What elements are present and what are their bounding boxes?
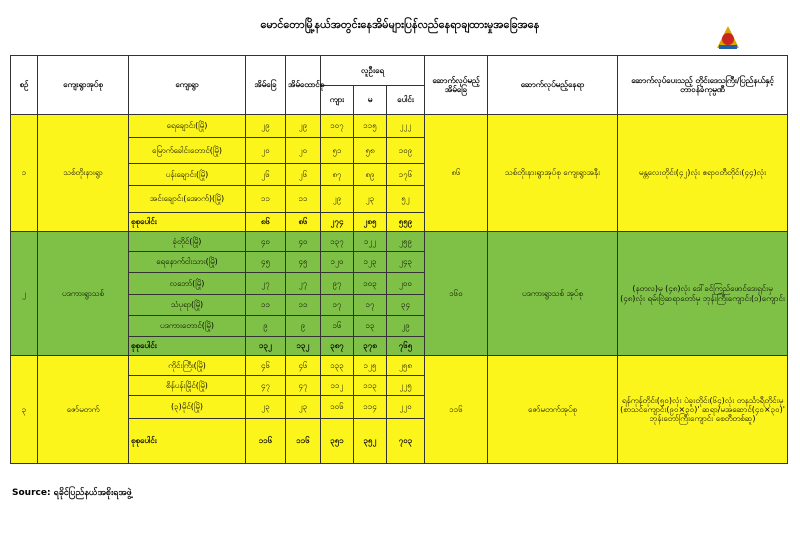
group-no: ၃: [11, 356, 38, 464]
grand-total: ၅၅၉: [387, 213, 425, 232]
male-total: ၂၇၄: [321, 213, 354, 232]
group-no: ၂: [11, 232, 38, 356]
female-value: ၁၁၄: [354, 396, 387, 419]
male-value: ၉၇: [321, 273, 354, 295]
male-value: ၁၆: [321, 316, 354, 337]
male-value: ၂၉: [321, 186, 354, 213]
builders-value: မန္တလေးတိုင်း(၄၂)လုံး ဧရာဝတီတိုင်း(၄၄)လုံး: [618, 115, 788, 232]
families-value: ၁၁: [286, 186, 321, 213]
total-value: ၂၂၂: [387, 115, 425, 138]
families-total: ၁၃၂: [286, 337, 321, 356]
households-value: ၄၆: [246, 356, 286, 376]
total-value: ၁၇၆: [387, 164, 425, 186]
families-value: ၂၇: [286, 273, 321, 295]
village-name: လဘော်(မြို): [129, 273, 246, 295]
total-value: ၂၂၅: [387, 376, 425, 396]
households-value: ၂၃: [246, 396, 286, 419]
table-row: [11, 356, 788, 376]
total-label: စုစုပေါင်း: [129, 337, 246, 356]
families-value: ၂၆: [286, 164, 321, 186]
female-value: ၁၇: [354, 295, 387, 316]
location-value: ပဒကားရွာသစ် အုပ်စု: [488, 232, 618, 356]
female-value: ၁၂၅: [354, 356, 387, 376]
source-note: Source: ရခိုင်ပြည်နယ်အစိုးရအဖွဲ့: [12, 488, 132, 498]
page-title: မောင်တောမြို့နယ်အတွင်းနေအိမ်များပြန်လည်နေရာချထားမှုအခြေအနေ: [260, 18, 540, 31]
header-houses-to-build: ဆောက်လုပ်မည့်အိမ်ခြေ: [425, 56, 488, 115]
families-value: ၄၇: [286, 376, 321, 396]
table-row: [11, 232, 788, 252]
header-population: လူဦးရေ: [321, 56, 425, 86]
header-total: ပေါင်း: [387, 86, 425, 115]
group-tract: ဇော်မတက်: [38, 356, 129, 464]
families-value: ၂၀: [286, 138, 321, 164]
households-total: ၁၁၆: [246, 419, 286, 464]
male-value: ၁၇: [321, 295, 354, 316]
female-value: ၁၁၃: [354, 376, 387, 396]
families-total: ၁၁၆: [286, 419, 321, 464]
households-value: ၄၀: [246, 232, 286, 252]
total-value: ၂၅၉: [387, 232, 425, 252]
male-value: ၁၁၂: [321, 376, 354, 396]
village-name: စိန်ပန်းမြိုင်(မြို): [129, 376, 246, 396]
header-no: စဉ်: [11, 56, 38, 115]
households-value: ၄၇: [246, 376, 286, 396]
total-value: ၃၄: [387, 295, 425, 316]
total-value: ၂၀၀: [387, 273, 425, 295]
female-total: ၂၈၅: [354, 213, 387, 232]
village-name: မြောက်ခေါင်းတောင်(မြို): [129, 138, 246, 164]
families-value: ၄၅: [286, 252, 321, 273]
male-value: ၁၀၆: [321, 396, 354, 419]
header-families: အိမ်ထောင်စု: [286, 56, 321, 115]
houses-to-build-value: ၁၆၀: [425, 232, 488, 356]
village-name: ရေနောက်ငါးသား(မြို): [129, 252, 246, 273]
female-value: ၁၂၂: [354, 232, 387, 252]
total-value: ၂၅၈: [387, 356, 425, 376]
households-value: ၁၁: [246, 295, 286, 316]
grand-total: ၇၆၅: [387, 337, 425, 356]
header-male: ကျား: [321, 86, 354, 115]
female-value: ၈၉: [354, 164, 387, 186]
village-name: ကိုင်းကြီး(မြို): [129, 356, 246, 376]
table-row: [11, 115, 788, 138]
header-builders: ဆောက်လုပ်ပေးသည့် တိုင်းဒေသကြီး/ပြည်နယ်နှင့် တာဝန်ခံကုမ္ပဏီ: [618, 56, 788, 115]
header-village-tract: ကျေးရွာအုပ်စု: [38, 56, 129, 115]
female-value: ၁၂၃: [354, 252, 387, 273]
families-total: ၈၆: [286, 213, 321, 232]
male-value: ၁၀၇: [321, 115, 354, 138]
households-value: ၂၀: [246, 138, 286, 164]
header-households: အိမ်ခြေ: [246, 56, 286, 115]
families-value: ၂၃: [286, 396, 321, 419]
header-village: ကျေးရွာ: [129, 56, 246, 115]
female-value: ၁၀၃: [354, 273, 387, 295]
group-tract: ပဒကားရွာသစ်: [38, 232, 129, 356]
female-value: ၅၈: [354, 138, 387, 164]
total-value: ၂၂၀: [387, 396, 425, 419]
families-value: ၂၉: [286, 115, 321, 138]
male-total: ၃၈၇: [321, 337, 354, 356]
header-female: မ: [354, 86, 387, 115]
male-value: ၁၃၇: [321, 232, 354, 252]
total-label: စုစုပေါင်း: [129, 419, 246, 464]
houses-to-build-value: ၁၁၆: [425, 356, 488, 464]
location-value: ဇော်မတက်အုပ်စု: [488, 356, 618, 464]
village-name: ရေချောင်း(မြို): [129, 115, 246, 138]
resettlement-table: [10, 55, 788, 464]
grand-total: ၇၀၃: [387, 419, 425, 464]
female-value: ၂၃: [354, 186, 387, 213]
households-value: ၉: [246, 316, 286, 337]
households-value: ၂၆: [246, 164, 286, 186]
total-value: ၁၀၉: [387, 138, 425, 164]
header-location: ဆောက်လုပ်မည့်နေရာ: [488, 56, 618, 115]
builders-value: ရန်ကုန်တိုင်း(၅၀)လုံး ပဲခူးတိုင်း(၆၄)လုံး တနင်္သာရီတိုင်းမှ (စာသင်ကျောင်း(၉၀×၃၀)' ဆရာ/မအဆောင်(၄၀×၃၀)' ဘုန်းတော်ကြီးကျောင်း စေတီတစ်ဆူ): [618, 356, 788, 464]
male-value: ၁၂၀: [321, 252, 354, 273]
total-value: ၅၂: [387, 186, 425, 213]
male-value: ၈၇: [321, 164, 354, 186]
houses-to-build-value: ၈၆: [425, 115, 488, 232]
male-value: ၁၃၃: [321, 356, 354, 376]
female-value: ၁၃: [354, 316, 387, 337]
state-seal-icon: [713, 24, 743, 50]
location-value: သစ်တိုးနားရွာအုပ်စု ကျေးရွာအနီး: [488, 115, 618, 232]
village-name: အင်းချောင်း(အောက်)(မြို): [129, 186, 246, 213]
male-total: ၃၅၁: [321, 419, 354, 464]
village-name: (၃)မိုင်(မြို): [129, 396, 246, 419]
group-tract: သစ်တိုးနားရွာ: [38, 115, 129, 232]
total-value: ၂၉: [387, 316, 425, 337]
households-value: ၄၅: [246, 252, 286, 273]
families-value: ၁၁: [286, 295, 321, 316]
total-label: စုစုပေါင်း: [129, 213, 246, 232]
group-no: ၁: [11, 115, 38, 232]
male-value: ၅၁: [321, 138, 354, 164]
households-total: ၈၆: [246, 213, 286, 232]
households-value: ၂၇: [246, 273, 286, 295]
households-value: ၂၉: [246, 115, 286, 138]
female-value: ၁၁၅: [354, 115, 387, 138]
households-total: ၁၃၂: [246, 337, 286, 356]
village-name: ပဒကားတောင်(မြို): [129, 316, 246, 337]
female-total: ၃၇၈: [354, 337, 387, 356]
village-name: သံပုရာ(မြို): [129, 295, 246, 316]
families-value: ၄၀: [286, 232, 321, 252]
female-total: ၃၅၂: [354, 419, 387, 464]
total-value: ၂၄၃: [387, 252, 425, 273]
village-name: ပန်းချောင်း(မြို): [129, 164, 246, 186]
village-name: ခုံတိုင်(မြို): [129, 232, 246, 252]
households-value: ၁၁: [246, 186, 286, 213]
families-value: ၉: [286, 316, 321, 337]
builders-value: (နတလ)မှ (၄၈)လုံး ဒေါ်ခင်ကြည်ဖောင်ဒေးရှင်းမှ (၄၈)လုံး ရမ်းဗြဲဆရာတော်မှ ဘုန်းကြီးကျောင်း(၁)ကျောင်း: [618, 232, 788, 356]
families-value: ၄၆: [286, 356, 321, 376]
